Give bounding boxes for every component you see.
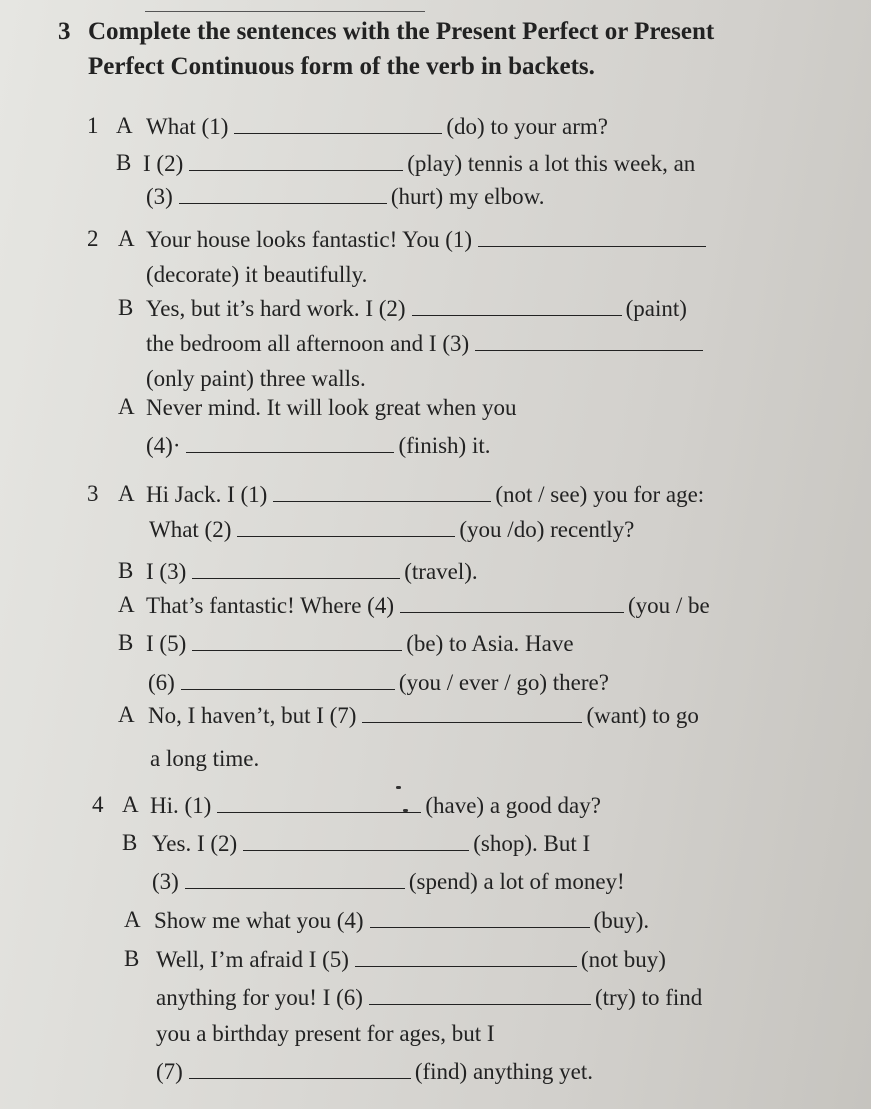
answer-blank[interactable] [243,834,469,851]
answer-blank[interactable] [217,796,421,813]
speaker-label: A [118,592,135,617]
speaker-label: A [118,481,135,506]
answer-blank[interactable] [185,872,405,889]
sentence-line: No, I haven’t, but I (7) (want) to go [148,703,699,728]
sentence-line: What (2) (you /do) recently? [149,517,635,542]
exercise-number: 3 [58,18,71,45]
exercise-instruction: Complete the sentences with the Present Perfect or Present Perfect Continuous form of the verb in backets. [88,18,715,80]
answer-blank[interactable] [369,988,591,1005]
answer-blank[interactable] [179,187,387,204]
sentence-line: (3) (spend) a lot of money! [152,869,625,894]
sentence-line: I (3) (travel). [146,559,478,584]
item-number: 3 [87,481,99,506]
sentence-line: I (2) (play) tennis a lot this week, an [143,151,696,176]
sentence-line: (only paint) three walls. [146,366,366,391]
speaker-label: A [122,792,139,817]
sentence-line: (3) (hurt) my elbow. [146,184,545,209]
sentence-line: Yes. I (2) (shop). But I [152,831,591,856]
answer-blank[interactable] [181,673,395,690]
ink-speck [403,809,408,812]
sentence-line: Yes, but it’s hard work. I (2) (paint) [146,296,687,321]
speaker-label: B [118,630,134,655]
answer-blank[interactable] [237,520,455,537]
sentence-line: (decorate) it beautifully. [146,262,368,287]
answer-blank[interactable] [478,230,706,247]
answer-blank[interactable] [370,911,590,928]
item-number: 1 [87,113,99,138]
sentence-line: a long time. [150,746,260,771]
answer-blank[interactable] [412,299,622,316]
answer-blank[interactable] [475,334,703,351]
speaker-label: B [116,150,132,175]
speaker-label: A [118,702,135,727]
sentence-line: Hi. (1) (have) a good day? [150,793,601,818]
answer-blank[interactable] [362,706,582,723]
answer-blank[interactable] [189,1062,411,1079]
sentence-line: (7) (find) anything yet. [156,1059,594,1084]
sentence-line: you a birthday present for ages, but I [156,1021,495,1046]
speaker-label: A [118,394,135,419]
speaker-label: B [124,946,140,971]
answer-blank[interactable] [192,634,402,651]
answer-blank[interactable] [400,596,624,613]
sentence-line: What (1) (do) to your arm? [146,114,608,139]
answer-blank[interactable] [234,117,442,134]
sentence-line: Never mind. It will look great when you [146,395,517,420]
sentence-line: Hi Jack. I (1) (not / see) you for age: [146,482,705,507]
answer-blank[interactable] [192,562,400,579]
sentence-line: Well, I’m afraid I (5) (not buy) [156,947,666,972]
item-number: 2 [87,226,99,251]
speaker-label: A [116,113,133,138]
sentence-line: Your house looks fantastic! You (1) [146,226,710,254]
sentence-line: That’s fantastic! Where (4) (you / be [146,593,710,618]
ink-speck [396,786,401,789]
speaker-label: B [118,558,134,583]
speaker-label: B [122,830,138,855]
sentence-line: Show me what you (4) (buy). [154,908,650,933]
sentence-line: anything for you! I (6) (try) to find [156,985,703,1010]
sentence-line: I (5) (be) to Asia. Have [146,631,574,656]
top-rule [145,11,425,12]
speaker-label: A [118,226,135,251]
sentence-line: the bedroom all afternoon and I (3) [146,330,707,358]
sentence-line: (4)· (finish) it. [146,433,491,458]
item-number: 4 [92,792,104,817]
answer-blank[interactable] [355,950,577,967]
speaker-label: A [124,907,141,932]
sentence-line: (6) (you / ever / go) there? [148,670,609,695]
answer-blank[interactable] [189,154,403,171]
answer-blank[interactable] [273,485,491,502]
answer-blank[interactable] [186,436,394,453]
speaker-label: B [118,295,134,320]
